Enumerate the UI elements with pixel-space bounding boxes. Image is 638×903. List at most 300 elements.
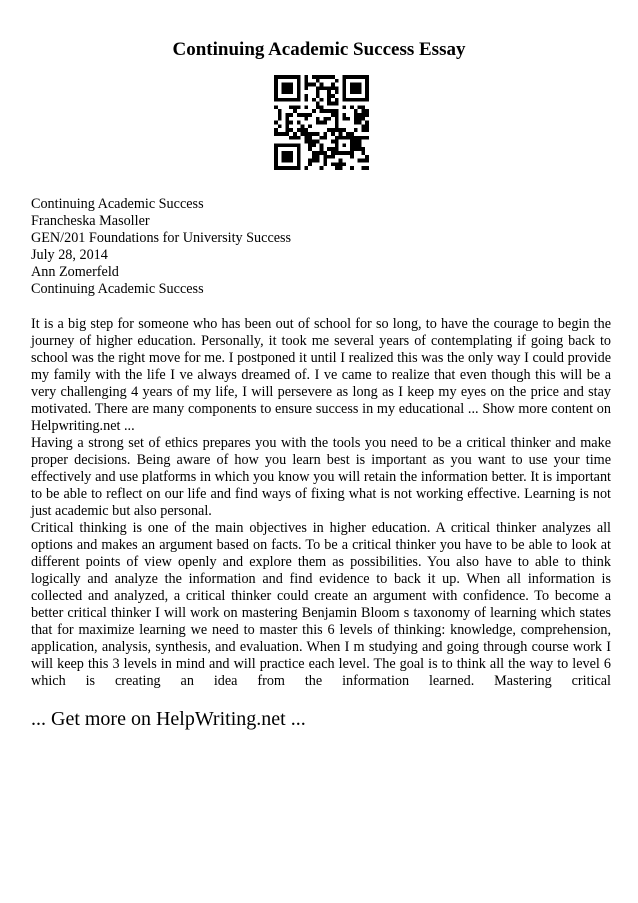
qr-module: [335, 90, 339, 94]
qr-module: [342, 105, 346, 109]
qr-module: [278, 124, 282, 128]
qr-module: [304, 105, 308, 109]
qr-module: [274, 147, 278, 151]
qr-module: [316, 102, 320, 106]
qr-module: [335, 79, 339, 83]
qr-module: [354, 128, 358, 132]
qr-module: [358, 113, 362, 117]
qr-module: [301, 124, 305, 128]
header-course-title: Continuing Academic Success: [31, 196, 204, 212]
qr-module: [361, 117, 365, 121]
qr-module: [282, 151, 286, 155]
qr-module: [354, 75, 358, 79]
qr-module: [331, 113, 335, 117]
qr-module: [274, 79, 278, 83]
qr-module: [320, 83, 324, 87]
qr-module: [335, 124, 339, 128]
qr-module: [342, 86, 346, 90]
qr-module: [282, 90, 286, 94]
qr-module: [342, 113, 346, 117]
qr-module: [350, 86, 354, 90]
paragraph-critical-thinking: Critical thinking is one of the main objectives in higher education. A critical thinker analyzes all options and makes an argument based on facts. To be a critical thinker you have to be able to look at different points of view openly and explore them as possibilities. You also have to able to think logically and analyze the information and find evidence to back it up. When all information is collected and analyzed, a critical thinker could create an argument with confidence. To become a better critical thinker I will work on mastering Benjamin Bloom s taxonomy of learning which states that for maximize learning we need to master this 6 levels of thinking: knowledge, comprehension, application, analysis, synthesis, and evaluation. When I m studying and going through course work I will keep this 3 levels in mind and will practice each level. The goal is to think all the way to level 6 which is creating an idea from the information learned. Mastering critical: [31, 520, 611, 689]
qr-module: [365, 155, 369, 159]
qr-module: [358, 90, 362, 94]
qr-module: [289, 113, 293, 117]
qr-module: [350, 140, 354, 144]
qr-module: [327, 117, 331, 121]
qr-module: [342, 98, 346, 102]
qr-module: [304, 117, 308, 121]
qr-module: [297, 113, 301, 117]
qr-module: [274, 151, 278, 155]
qr-module: [346, 117, 350, 121]
qr-module: [297, 151, 301, 155]
qr-module: [327, 147, 331, 151]
qr-module: [327, 98, 331, 102]
qr-module: [342, 136, 346, 140]
qr-module: [342, 83, 346, 87]
qr-module: [293, 98, 297, 102]
qr-module: [308, 132, 312, 136]
qr-module: [350, 155, 354, 159]
qr-module: [361, 147, 365, 151]
qr-module: [320, 105, 324, 109]
qr-module: [350, 98, 354, 102]
qr-module: [285, 166, 289, 170]
qr-module: [308, 140, 312, 144]
qr-module: [282, 75, 286, 79]
qr-module: [323, 109, 327, 113]
qr-module: [350, 90, 354, 94]
qr-module: [342, 75, 346, 79]
qr-module: [335, 166, 339, 170]
qr-module: [358, 143, 362, 147]
qr-module: [274, 166, 278, 170]
qr-module: [285, 132, 289, 136]
qr-module: [335, 117, 339, 121]
essay-header: [31, 196, 611, 298]
qr-module: [361, 166, 365, 170]
qr-module: [365, 75, 369, 79]
qr-module: [304, 86, 308, 90]
qr-module: [282, 166, 286, 170]
qr-module: [320, 151, 324, 155]
qr-module: [331, 75, 335, 79]
paragraph-ethics: Having a strong set of ethics prepares you with the tools you need to be a critical thinker and make proper decisions. Being aware of how you learn best is important as you want to use your time effectively and use platforms in which you know you will retain the information better. It is important to be able to reflect on our life and find ways of fixing what is not working effective. Learning is not just academic but also personal.: [31, 435, 611, 519]
qr-module: [346, 136, 350, 140]
qr-module: [316, 140, 320, 144]
qr-module: [274, 94, 278, 98]
qr-module: [316, 132, 320, 136]
qr-module: [304, 140, 308, 144]
qr-module: [327, 109, 331, 113]
qr-module: [365, 124, 369, 128]
qr-module: [335, 86, 339, 90]
qr-module: [297, 75, 301, 79]
qr-module: [323, 132, 327, 136]
qr-module: [274, 83, 278, 87]
qr-module: [289, 86, 293, 90]
qr-module: [331, 86, 335, 90]
qr-module: [316, 90, 320, 94]
qr-module: [278, 117, 282, 121]
qr-module: [361, 124, 365, 128]
qr-module: [350, 143, 354, 147]
qr-module: [346, 151, 350, 155]
qr-module: [278, 113, 282, 117]
qr-module: [358, 140, 362, 144]
qr-module: [331, 162, 335, 166]
qr-module: [282, 155, 286, 159]
qr-module: [320, 136, 324, 140]
qr-module: [342, 128, 346, 132]
qr-module: [354, 83, 358, 87]
qr-module: [327, 94, 331, 98]
qr-module: [335, 143, 339, 147]
qr-module: [365, 121, 369, 125]
page-title: Continuing Academic Success Essay: [172, 39, 466, 60]
qr-module: [274, 162, 278, 166]
qr-code-icon[interactable]: [274, 75, 369, 170]
qr-module: [342, 94, 346, 98]
qr-module: [323, 151, 327, 155]
qr-module: [327, 155, 331, 159]
qr-module: [282, 143, 286, 147]
qr-module: [312, 132, 316, 136]
qr-module: [339, 166, 343, 170]
qr-module: [293, 109, 297, 113]
qr-module: [331, 151, 335, 155]
qr-module: [350, 105, 354, 109]
qr-module: [361, 136, 365, 140]
qr-module: [278, 98, 282, 102]
qr-module: [339, 162, 343, 166]
qr-module: [289, 136, 293, 140]
qr-module: [331, 128, 335, 132]
qr-module: [301, 128, 305, 132]
qr-module: [285, 90, 289, 94]
qr-module: [320, 121, 324, 125]
qr-module: [346, 98, 350, 102]
qr-module: [285, 83, 289, 87]
qr-module: [282, 98, 286, 102]
qr-module: [274, 105, 278, 109]
qr-module: [304, 113, 308, 117]
qr-module: [331, 94, 335, 98]
qr-module: [354, 90, 358, 94]
qr-module: [365, 94, 369, 98]
qr-module: [285, 75, 289, 79]
qr-module: [331, 140, 335, 144]
qr-module: [358, 83, 362, 87]
qr-module: [339, 128, 343, 132]
qr-module: [361, 109, 365, 113]
qr-module: [335, 147, 339, 151]
qr-module: [297, 83, 301, 87]
qr-module: [335, 121, 339, 125]
qr-module: [320, 147, 324, 151]
qr-module: [320, 143, 324, 147]
qr-module: [293, 143, 297, 147]
qr-module: [358, 147, 362, 151]
qr-module: [304, 94, 308, 98]
qr-module: [335, 151, 339, 155]
qr-module: [350, 132, 354, 136]
qr-module: [289, 151, 293, 155]
qr-module: [361, 128, 365, 132]
qr-module: [304, 75, 308, 79]
qr-module: [285, 113, 289, 117]
qr-module: [358, 98, 362, 102]
qr-module: [327, 86, 331, 90]
qr-module: [304, 83, 308, 87]
qr-module: [339, 159, 343, 163]
qr-module: [312, 155, 316, 159]
qr-module: [350, 151, 354, 155]
qr-module: [297, 136, 301, 140]
qr-module: [342, 143, 346, 147]
qr-module: [308, 159, 312, 163]
qr-module: [365, 128, 369, 132]
qr-module: [342, 162, 346, 166]
qr-module: [297, 166, 301, 170]
qr-module: [289, 128, 293, 132]
qr-module: [316, 159, 320, 163]
qr-module: [285, 124, 289, 128]
qr-module: [274, 90, 278, 94]
qr-module: [297, 79, 301, 83]
qr-module: [316, 105, 320, 109]
qr-module: [312, 140, 316, 144]
qr-module: [289, 159, 293, 163]
header-instructor: Ann Zomerfeld: [31, 264, 119, 280]
qr-module: [358, 105, 362, 109]
qr-module: [335, 113, 339, 117]
qr-module: [331, 155, 335, 159]
qr-module: [289, 166, 293, 170]
qr-module: [308, 124, 312, 128]
paragraph-intro: It is a big step for someone who has been out of school for so long, to have the courage to begin the journey of higher education. Personally, it took me several years of contemplating if going back to school was the right move for me. I postponed it until I realized this was the only way I could provide my family with the life I ve always dreamed of. I ve came to realize that even though this will be a very challenging 4 years of my life, I will persevere as long as I keep my eyes on the price and stay motivated. There are many components to ensure success in my educational ... Show more content on Helpwriting.net ...: [31, 316, 611, 434]
qr-module: [342, 117, 346, 121]
qr-module: [365, 98, 369, 102]
essay-body: [31, 316, 611, 690]
qr-module: [339, 136, 343, 140]
qr-module: [361, 105, 365, 109]
qr-module: [278, 132, 282, 136]
qr-module: [342, 79, 346, 83]
qr-module: [316, 155, 320, 159]
qr-module: [354, 121, 358, 125]
qr-module: [289, 143, 293, 147]
qr-module: [316, 121, 320, 125]
qr-module: [278, 143, 282, 147]
qr-module: [278, 109, 282, 113]
qr-module: [350, 83, 354, 87]
qr-module: [323, 159, 327, 163]
qr-module: [289, 98, 293, 102]
qr-module: [335, 109, 339, 113]
qr-module: [274, 121, 278, 125]
qr-module: [354, 136, 358, 140]
qr-module: [331, 147, 335, 151]
qr-module: [331, 132, 335, 136]
qr-module: [358, 117, 362, 121]
qr-module: [282, 83, 286, 87]
qr-module: [354, 140, 358, 144]
qr-module: [285, 143, 289, 147]
qr-module: [320, 98, 324, 102]
qr-module: [274, 98, 278, 102]
qr-module: [354, 143, 358, 147]
qr-module: [331, 102, 335, 106]
qr-module: [304, 166, 308, 170]
qr-module: [346, 132, 350, 136]
qr-code-graphic: [274, 75, 369, 170]
qr-module: [285, 98, 289, 102]
qr-module: [293, 105, 297, 109]
qr-module: [278, 75, 282, 79]
qr-module: [289, 83, 293, 87]
qr-module: [365, 166, 369, 170]
qr-module: [331, 109, 335, 113]
qr-module: [312, 75, 316, 79]
qr-module: [308, 136, 312, 140]
qr-module: [285, 86, 289, 90]
qr-module: [350, 136, 354, 140]
qr-module: [312, 143, 316, 147]
qr-module: [361, 113, 365, 117]
qr-module: [274, 155, 278, 159]
qr-module: [274, 159, 278, 163]
qr-module: [320, 75, 324, 79]
qr-module: [354, 113, 358, 117]
qr-module: [316, 86, 320, 90]
qr-module: [350, 166, 354, 170]
qr-module: [304, 98, 308, 102]
qr-module: [335, 102, 339, 106]
qr-module: [346, 75, 350, 79]
qr-module: [304, 136, 308, 140]
qr-module: [320, 109, 324, 113]
qr-module: [323, 136, 327, 140]
qr-module: [361, 75, 365, 79]
qr-module: [293, 166, 297, 170]
qr-module: [297, 121, 301, 125]
qr-module: [297, 86, 301, 90]
qr-module: [308, 147, 312, 151]
qr-module: [365, 109, 369, 113]
qr-module: [335, 98, 339, 102]
qr-module: [285, 151, 289, 155]
qr-module: [308, 162, 312, 166]
qr-module: [297, 147, 301, 151]
qr-module: [316, 151, 320, 155]
qr-module: [365, 113, 369, 117]
qr-module: [289, 121, 293, 125]
qr-module: [274, 86, 278, 90]
qr-module: [289, 75, 293, 79]
qr-module: [304, 79, 308, 83]
qr-module: [316, 79, 320, 83]
qr-module: [339, 151, 343, 155]
qr-module: [323, 155, 327, 159]
qr-module: [365, 86, 369, 90]
qr-module: [289, 90, 293, 94]
qr-module: [308, 113, 312, 117]
header-date: July 28, 2014: [31, 247, 108, 263]
qr-module: [297, 155, 301, 159]
qr-module: [289, 155, 293, 159]
qr-module: [323, 117, 327, 121]
qr-module: [361, 159, 365, 163]
qr-module: [323, 86, 327, 90]
qr-module: [331, 83, 335, 87]
qr-module: [350, 75, 354, 79]
qr-module: [308, 143, 312, 147]
header-course: GEN/201 Foundations for University Success: [31, 230, 292, 246]
qr-module: [358, 86, 362, 90]
qr-module: [312, 98, 316, 102]
qr-module: [342, 151, 346, 155]
qr-module: [327, 75, 331, 79]
qr-module: [297, 90, 301, 94]
qr-module: [354, 147, 358, 151]
qr-module: [274, 75, 278, 79]
qr-module: [323, 162, 327, 166]
qr-module: [304, 128, 308, 132]
qr-module: [361, 151, 365, 155]
qr-module: [285, 117, 289, 121]
qr-module: [312, 159, 316, 163]
qr-module: [365, 136, 369, 140]
qr-module: [285, 155, 289, 159]
qr-module: [335, 128, 339, 132]
qr-module: [278, 166, 282, 170]
qr-module: [297, 159, 301, 163]
qr-module: [282, 159, 286, 163]
qr-module: [289, 105, 293, 109]
qr-module: [365, 79, 369, 83]
qr-module: [365, 159, 369, 163]
qr-module: [335, 140, 339, 144]
qr-module: [297, 143, 301, 147]
qr-module: [297, 98, 301, 102]
qr-module: [297, 94, 301, 98]
qr-module: [335, 162, 339, 166]
qr-module: [312, 109, 316, 113]
qr-module: [297, 105, 301, 109]
qr-module: [358, 75, 362, 79]
qr-module: [316, 117, 320, 121]
qr-module: [304, 132, 308, 136]
qr-module: [327, 102, 331, 106]
qr-module: [274, 128, 278, 132]
qr-module: [327, 90, 331, 94]
qr-module: [282, 86, 286, 90]
qr-module: [297, 162, 301, 166]
qr-module: [354, 86, 358, 90]
qr-module: [339, 132, 343, 136]
qr-module: [293, 136, 297, 140]
get-more-link[interactable]: ... Get more on HelpWriting.net ...: [31, 708, 306, 730]
qr-module: [358, 136, 362, 140]
qr-module: [274, 132, 278, 136]
qr-module: [301, 132, 305, 136]
qr-module: [323, 75, 327, 79]
qr-module: [282, 132, 286, 136]
header-author: Francheska Masoller: [31, 213, 150, 229]
qr-module: [358, 159, 362, 163]
